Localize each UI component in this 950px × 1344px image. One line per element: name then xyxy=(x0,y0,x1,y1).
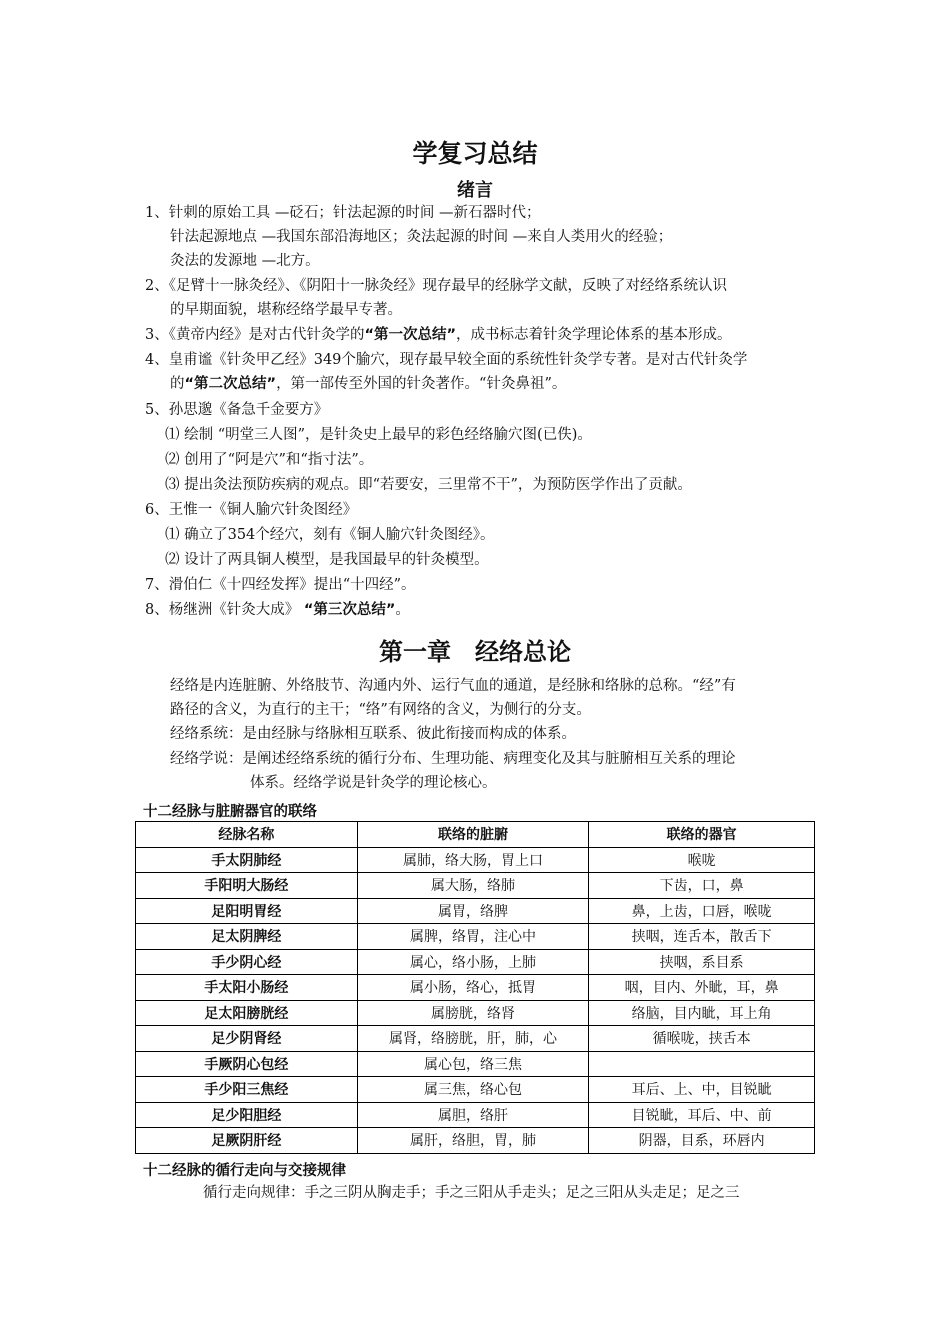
section-heading: 十二经脉的循行走向与交接规律 xyxy=(143,1163,346,1179)
chapter-line: 经络学说：是阐述经络系统的循行分布、生理功能、病理变化及其与脏腑相互关系的理论 xyxy=(170,751,736,767)
chapter-line: 路径的含义，为直行的主干；“络”有网络的含义，为侧行的分支。 xyxy=(170,702,591,718)
organ-cell: 属肾，络膀胱，肝，肺，心 xyxy=(357,1026,589,1052)
meridian-name: 足太阴脾经 xyxy=(136,924,358,950)
section-line: 循行走向规律：手之三阴从胸走手；手之三阳从手走头；足之三阳从头走足；足之三 xyxy=(203,1185,740,1201)
meridian-name: 手阳明大肠经 xyxy=(136,873,358,899)
intro-line xyxy=(145,325,732,345)
organ-cell: 属胆，络肝 xyxy=(357,1102,589,1128)
line-text: 的 xyxy=(170,376,185,392)
line-text: 3、《黄帝内经》是对古代针灸学的 xyxy=(145,327,365,343)
line-text: 。 xyxy=(395,602,410,618)
line-text: ，第一部传至外国的针灸著作。“针灸鼻祖”。 xyxy=(276,376,567,392)
organ-cell: 耳后、上、中，目锐眦 xyxy=(589,1077,815,1103)
organ-cell: 循喉咙，挟舌本 xyxy=(589,1026,815,1052)
line-text: ，成书标志着针灸学理论体系的基本形成。 xyxy=(456,327,732,343)
organ-cell: 属心，络小肠，上肺 xyxy=(357,949,589,975)
intro-line: ⑴ 绘制 “明堂三人图”，是针灸史上最早的彩色经络腧穴图(已佚)。 xyxy=(165,427,592,443)
organ-cell: 属膀胱，络肾 xyxy=(357,1000,589,1026)
intro-line: 7、滑伯仁《十四经发挥》提出“十四经”。 xyxy=(145,577,416,593)
page-title: 学复习总结 xyxy=(412,139,538,168)
organ-cell: 属大肠，络肺 xyxy=(357,873,589,899)
table-row xyxy=(136,847,815,873)
organ-cell: 属胃，络脾 xyxy=(357,898,589,924)
table-heading: 十二经脉与脏腑器官的联络 xyxy=(143,804,317,820)
meridian-name: 手厥阴心包经 xyxy=(136,1051,358,1077)
table-row xyxy=(136,1077,815,1103)
intro-line: ⑵ 设计了两具铜人模型，是我国最早的针灸模型。 xyxy=(165,552,489,568)
organ-cell: 属肺，络大肠，胃上口 xyxy=(357,847,589,873)
chapter-line: 经络系统：是由经脉与络脉相互联系、彼此衔接而构成的体系。 xyxy=(170,726,576,742)
chapter-title: 第一章 经络总论 xyxy=(379,638,571,666)
chapter-line: 经络是内连脏腑、外络肢节、沟通内外、运行气血的通道，是经脉和络脉的总称。“经”有 xyxy=(170,678,736,694)
table-row xyxy=(136,1000,815,1026)
table-header-row xyxy=(136,822,815,848)
intro-line: 2、《足臂十一脉灸经》、《阴阳十一脉灸经》现存最早的经脉学文献，反映了对经络系统认识 xyxy=(145,278,727,294)
meridian-name: 足厥阴肝经 xyxy=(136,1128,358,1154)
table-row xyxy=(136,1102,815,1128)
meridian-name: 手少阳三焦经 xyxy=(136,1077,358,1103)
table-row xyxy=(136,975,815,1001)
intro-line: ⑶ 提出灸法预防疾病的观点。即“若要安，三里常不干”，为预防医学作出了贡献。 xyxy=(165,477,692,493)
table-row xyxy=(136,924,815,950)
intro-line: 6、王惟一《铜人腧穴针灸图经》 xyxy=(145,502,358,518)
organ-cell: 挟咽，连舌本，散舌下 xyxy=(589,924,815,950)
intro-title: 绪言 xyxy=(457,180,493,201)
chapter-line: 体系。经络学说是针灸学的理论核心。 xyxy=(250,775,497,791)
meridian-name: 手少阴心经 xyxy=(136,949,358,975)
intro-line: ⑴ 确立了354个经穴，刻有《铜人腧穴针灸图经》。 xyxy=(165,527,495,543)
organ-cell: 络脑，目内眦，耳上角 xyxy=(589,1000,815,1026)
intro-line: 4、皇甫谧《针灸甲乙经》349个腧穴，现存最早较全面的系统性针灸学专著。是对古代针灸学 xyxy=(145,352,748,368)
table-row xyxy=(136,1026,815,1052)
meridian-name: 手太阴肺经 xyxy=(136,847,358,873)
table-row xyxy=(136,1128,815,1154)
intro-line: 灸法的发源地 —北方。 xyxy=(170,253,320,269)
meridian-name: 足少阳胆经 xyxy=(136,1102,358,1128)
meridian-table xyxy=(135,821,815,1154)
table-row xyxy=(136,898,815,924)
intro-line: 1、针刺的原始工具 —砭石；针法起源的时间 —新石器时代； xyxy=(145,205,541,221)
bold-phrase: “第二次总结” xyxy=(184,376,277,392)
organ-cell: 阴器，目系，环唇内 xyxy=(589,1128,815,1154)
organ-cell: 目锐眦，耳后、中、前 xyxy=(589,1102,815,1128)
line-text: 8、杨继洲《针灸大成》 xyxy=(145,602,304,618)
intro-line: 针法起源地点 —我国东部沿海地区；灸法起源的时间 —来自人类用火的经验； xyxy=(170,229,673,245)
organ-cell: 下齿，口，鼻 xyxy=(589,873,815,899)
organ-cell: 咽，目内、外眦，耳，鼻 xyxy=(589,975,815,1001)
intro-line: ⑵ 创用了“阿是穴”和“指寸法”。 xyxy=(165,452,374,468)
organ-cell xyxy=(589,1051,815,1077)
bold-phrase: “第一次总结” xyxy=(364,327,457,343)
meridian-name: 足太阳膀胱经 xyxy=(136,1000,358,1026)
table-row xyxy=(136,949,815,975)
column-header: 经脉名称 xyxy=(136,822,358,848)
intro-line: 的早期面貌，堪称经络学最早专著。 xyxy=(170,302,402,318)
intro-line: 5、孙思邈《备急千金要方》 xyxy=(145,402,329,418)
organ-cell: 属脾，络胃，注心中 xyxy=(357,924,589,950)
table-row xyxy=(136,1051,815,1077)
organ-cell: 属肝，络胆，胃，肺 xyxy=(357,1128,589,1154)
intro-line xyxy=(170,374,566,394)
organ-cell: 属小肠，络心，抵胃 xyxy=(357,975,589,1001)
table-row xyxy=(136,873,815,899)
organ-cell: 鼻，上齿，口唇，喉咙 xyxy=(589,898,815,924)
organ-cell: 挟咽，系目系 xyxy=(589,949,815,975)
bold-phrase: “第三次总结” xyxy=(303,602,396,618)
organ-cell: 喉咙 xyxy=(589,847,815,873)
intro-line xyxy=(145,600,410,620)
column-header: 联络的器官 xyxy=(589,822,815,848)
column-header: 联络的脏腑 xyxy=(357,822,589,848)
organ-cell: 属三焦，络心包 xyxy=(357,1077,589,1103)
meridian-name: 足少阴肾经 xyxy=(136,1026,358,1052)
organ-cell: 属心包，络三焦 xyxy=(357,1051,589,1077)
meridian-name: 足阳明胃经 xyxy=(136,898,358,924)
meridian-name: 手太阳小肠经 xyxy=(136,975,358,1001)
